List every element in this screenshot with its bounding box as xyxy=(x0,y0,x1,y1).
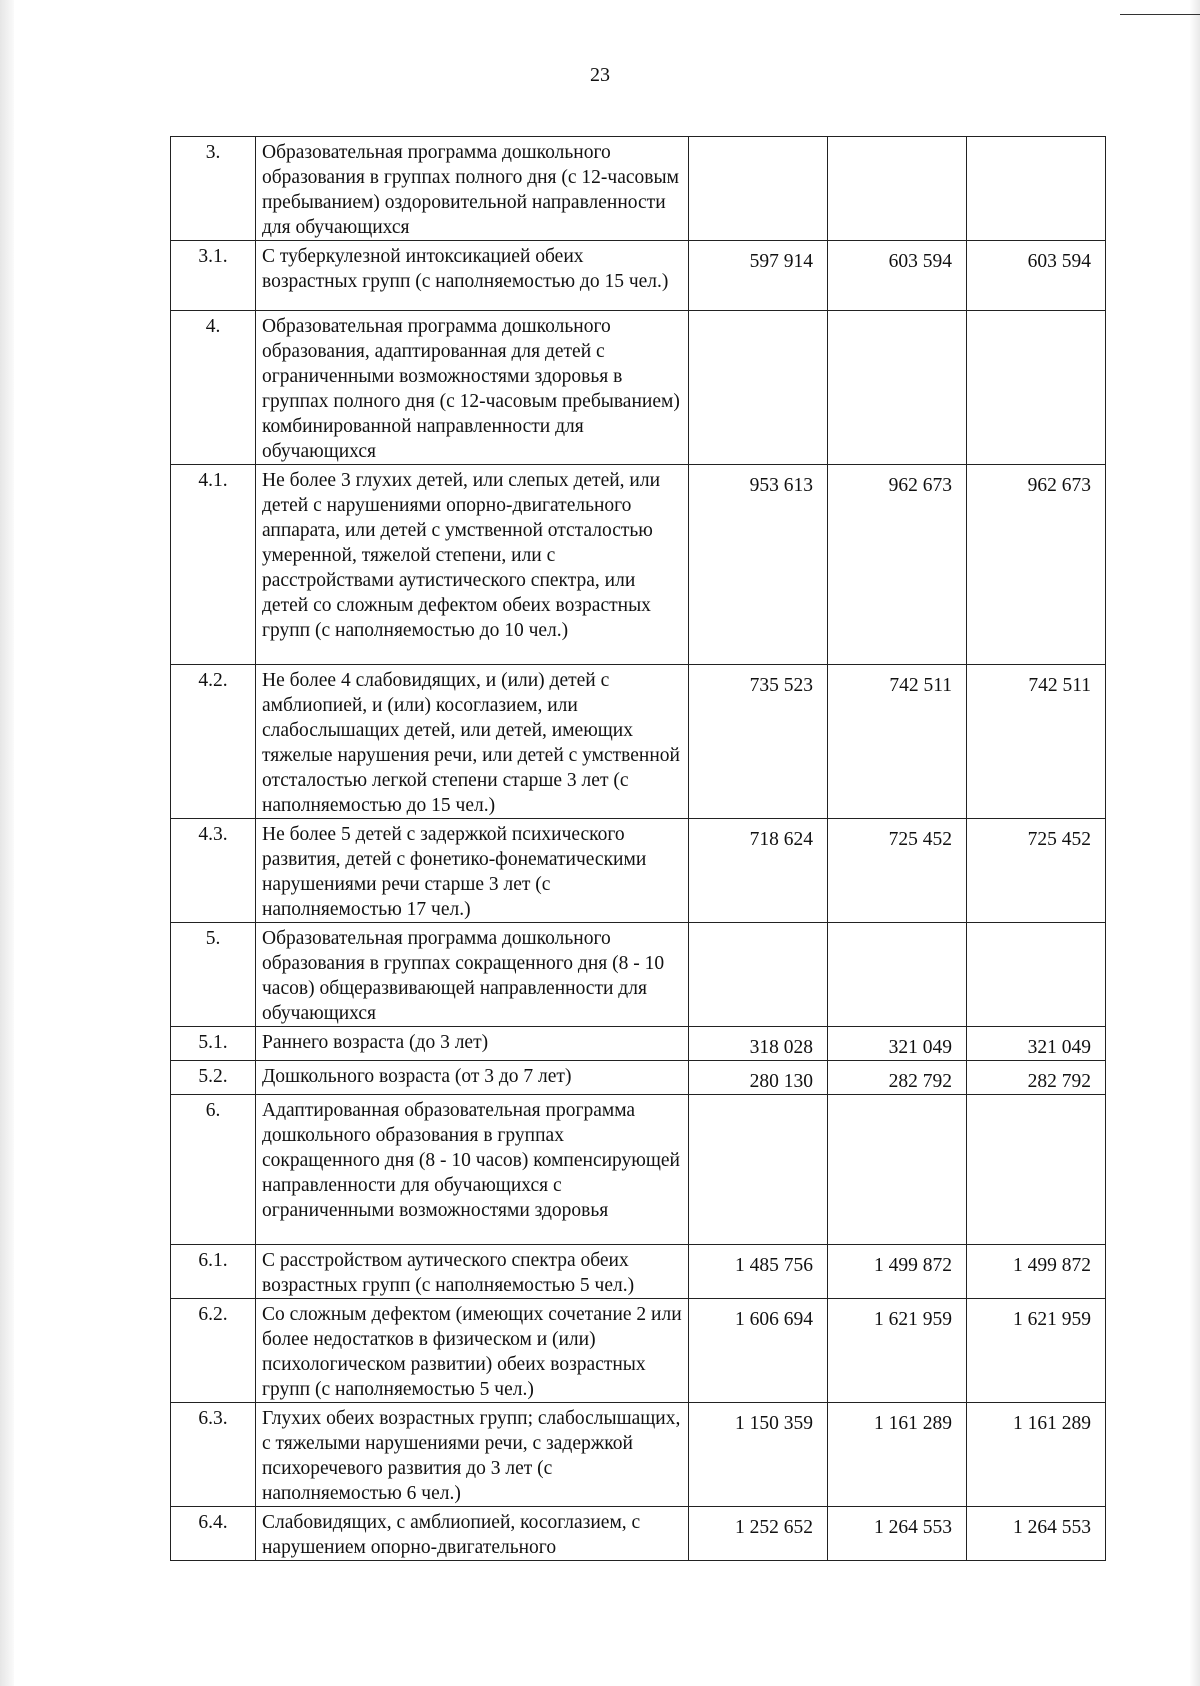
value-cell-1: 735 523 xyxy=(689,665,828,819)
value-cell-3 xyxy=(967,311,1106,465)
row-number: 3. xyxy=(171,137,256,241)
row-description: Со сложным дефектом (имеющих сочетание 2 или более недостатков в физическом и (или) психологическом развитии) обеих возрастных групп (с наполняемостью 5 чел.) xyxy=(256,1299,689,1403)
value-cell-3: 962 673 xyxy=(967,465,1106,665)
table-row xyxy=(171,1027,1106,1061)
value-cell-1: 953 613 xyxy=(689,465,828,665)
value-cell-3 xyxy=(967,923,1106,1027)
value-cell-2 xyxy=(828,311,967,465)
table-row xyxy=(171,1299,1106,1403)
value-cell-2: 962 673 xyxy=(828,465,967,665)
value-cell-1: 597 914 xyxy=(689,241,828,311)
row-number: 5.2. xyxy=(171,1061,256,1095)
row-description: Глухих обеих возрастных групп; слабослышащих, с тяжелыми нарушениями речи, с задержкой психоречевого развития до 3 лет (с наполняемостью 6 чел.) xyxy=(256,1403,689,1507)
value-cell-2 xyxy=(828,137,967,241)
value-cell-2: 282 792 xyxy=(828,1061,967,1095)
value-cell-3: 321 049 xyxy=(967,1027,1106,1061)
value-cell-1 xyxy=(689,1095,828,1245)
value-cell-3: 742 511 xyxy=(967,665,1106,819)
row-description: Образовательная программа дошкольного образования в группах полного дня (с 12-часовым пребыванием) оздоровительной направленности для обучающихся xyxy=(256,137,689,241)
page-number: 23 xyxy=(590,64,610,86)
row-description: С туберкулезной интоксикацией обеих возрастных групп (с наполняемостью до 15 чел.) xyxy=(256,241,689,311)
value-cell-1 xyxy=(689,923,828,1027)
table-row xyxy=(171,1061,1106,1095)
value-cell-3: 603 594 xyxy=(967,241,1106,311)
value-cell-3: 1 161 289 xyxy=(967,1403,1106,1507)
value-cell-1: 1 150 359 xyxy=(689,1403,828,1507)
value-cell-2: 1 161 289 xyxy=(828,1403,967,1507)
row-number: 5.1. xyxy=(171,1027,256,1061)
table-row xyxy=(171,241,1106,311)
row-number: 4.3. xyxy=(171,819,256,923)
row-number: 6.2. xyxy=(171,1299,256,1403)
value-cell-1: 280 130 xyxy=(689,1061,828,1095)
row-description: Не более 3 глухих детей, или слепых детей, или детей с нарушениями опорно-двигательного аппарата, или детей с умственной отсталостью умеренной, тяжелой степени, или с расстройствами аутистического спектра, или детей со сложным дефектом обеих возрастных групп (с наполняемостью до 10 чел.) xyxy=(256,465,689,665)
table-row xyxy=(171,1245,1106,1299)
row-number: 4.1. xyxy=(171,465,256,665)
value-cell-1 xyxy=(689,137,828,241)
value-cell-1: 1 485 756 xyxy=(689,1245,828,1299)
row-number: 4. xyxy=(171,311,256,465)
value-cell-2: 603 594 xyxy=(828,241,967,311)
value-cell-2: 725 452 xyxy=(828,819,967,923)
row-description: Дошкольного возраста (от 3 до 7 лет) xyxy=(256,1061,689,1095)
row-number: 6. xyxy=(171,1095,256,1245)
table-row xyxy=(171,1403,1106,1507)
table-row xyxy=(171,923,1106,1027)
row-description: С расстройством аутического спектра обеих возрастных групп (с наполняемостью 5 чел.) xyxy=(256,1245,689,1299)
table-row xyxy=(171,1095,1106,1245)
value-cell-3: 1 264 553 xyxy=(967,1507,1106,1561)
table-row xyxy=(171,465,1106,665)
value-cell-2 xyxy=(828,923,967,1027)
value-cell-1: 318 028 xyxy=(689,1027,828,1061)
table-row xyxy=(171,1507,1106,1561)
value-cell-1: 718 624 xyxy=(689,819,828,923)
row-description: Раннего возраста (до 3 лет) xyxy=(256,1027,689,1061)
value-cell-2: 742 511 xyxy=(828,665,967,819)
row-description: Образовательная программа дошкольного образования, адаптированная для детей с ограниченными возможностями здоровья в группах полного дня (с 12-часовым пребыванием) комбинированной направленности для обучающихся xyxy=(256,311,689,465)
table-body xyxy=(171,137,1106,1561)
value-cell-3: 1 499 872 xyxy=(967,1245,1106,1299)
value-cell-3: 282 792 xyxy=(967,1061,1106,1095)
value-cell-3: 725 452 xyxy=(967,819,1106,923)
scan-mark xyxy=(1120,0,1200,15)
scan-edge-left xyxy=(0,0,14,1686)
row-number: 5. xyxy=(171,923,256,1027)
row-description: Не более 5 детей с задержкой психического развития, детей с фонетико-фонематическими нарушениями речи старше 3 лет (с наполняемостью 17 чел.) xyxy=(256,819,689,923)
tariff-table xyxy=(170,136,1106,1561)
value-cell-2: 1 264 553 xyxy=(828,1507,967,1561)
value-cell-1 xyxy=(689,311,828,465)
value-cell-1: 1 252 652 xyxy=(689,1507,828,1561)
value-cell-2 xyxy=(828,1095,967,1245)
value-cell-2: 1 499 872 xyxy=(828,1245,967,1299)
value-cell-1: 1 606 694 xyxy=(689,1299,828,1403)
row-description: Слабовидящих, с амблиопией, косоглазием, с нарушением опорно-двигательного xyxy=(256,1507,689,1561)
row-number: 6.1. xyxy=(171,1245,256,1299)
scan-edge-right xyxy=(1190,0,1200,1686)
row-description: Адаптированная образовательная программа дошкольного образования в группах сокращенного дня (8 - 10 часов) компенсирующей направленности для обучающихся с ограниченными возможностями здоровья xyxy=(256,1095,689,1245)
value-cell-3: 1 621 959 xyxy=(967,1299,1106,1403)
value-cell-2: 1 621 959 xyxy=(828,1299,967,1403)
value-cell-3 xyxy=(967,1095,1106,1245)
table-row xyxy=(171,819,1106,923)
value-cell-3 xyxy=(967,137,1106,241)
row-number: 4.2. xyxy=(171,665,256,819)
row-description: Образовательная программа дошкольного образования в группах сокращенного дня (8 - 10 часов) общеразвивающей направленности для обучающихся xyxy=(256,923,689,1027)
row-number: 6.3. xyxy=(171,1403,256,1507)
row-number: 3.1. xyxy=(171,241,256,311)
row-description: Не более 4 слабовидящих, и (или) детей с амблиопией, и (или) косоглазием, или слабослышащих детей, или детей, имеющих тяжелые нарушения речи, или детей с умственной отсталостью легкой степени старше 3 лет (с наполняемостью до 15 чел.) xyxy=(256,665,689,819)
row-number: 6.4. xyxy=(171,1507,256,1561)
table-row xyxy=(171,665,1106,819)
value-cell-2: 321 049 xyxy=(828,1027,967,1061)
table-row xyxy=(171,137,1106,241)
table-row xyxy=(171,311,1106,465)
